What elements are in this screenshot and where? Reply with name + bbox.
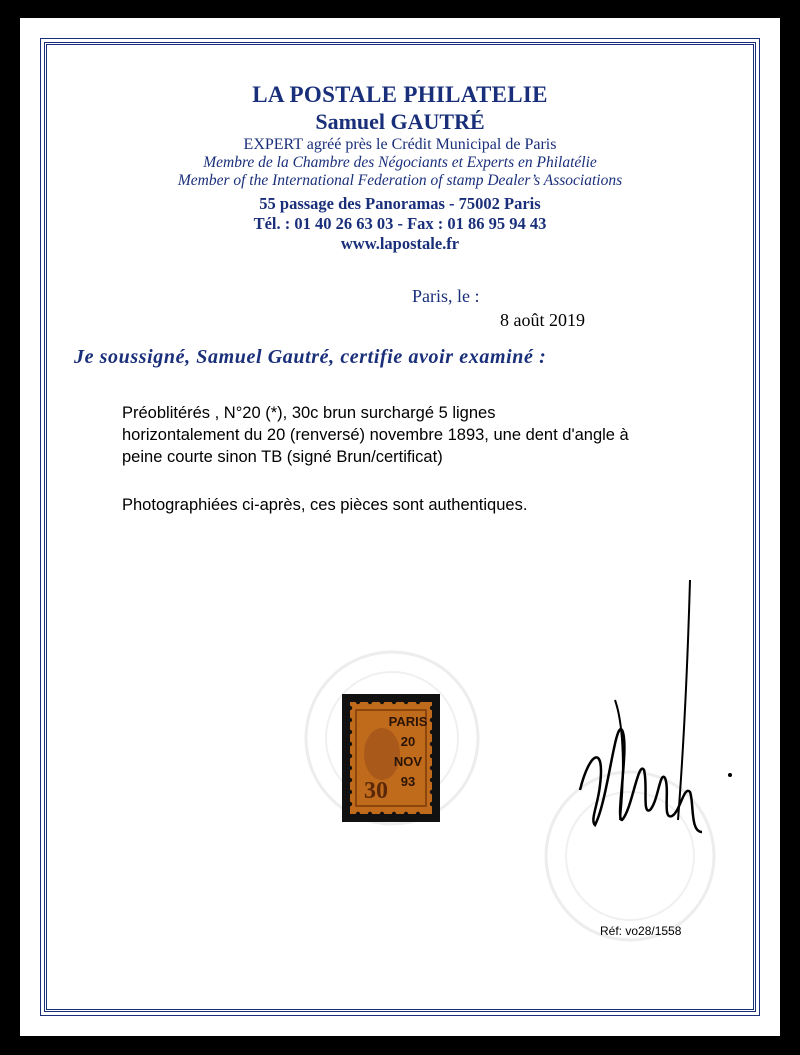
handwritten-signature (560, 570, 760, 870)
certificate-page (20, 18, 780, 1036)
federation-membership: Member of the International Federation of stamp Dealer’s Associations (177, 172, 623, 189)
date-label: Paris, le : (412, 286, 480, 306)
reference-number: Réf: vo28/1558 (600, 924, 682, 938)
overprint-line: NOV (393, 754, 423, 769)
description-line: peine courte sinon TB (signé Brun/certificat) (122, 448, 443, 466)
stamp-image (342, 694, 440, 822)
company-title: LA POSTALE PHILATELIE (252, 82, 548, 107)
overprint-line: PARIS (388, 714, 428, 729)
phone-fax: Tél. : 01 40 26 63 03 - Fax : 01 86 95 94 43 (253, 214, 547, 233)
expert-name: Samuel GAUTRÉ (315, 109, 485, 134)
authenticity-statement: Photographiées ci-après, ces pièces sont authentiques. (122, 496, 528, 514)
description-line: horizontalement du 20 (renversé) novembre 1893, une dent d'angle à (122, 426, 629, 444)
expert-accreditation: EXPERT agréé près le Crédit Municipal de Paris (243, 136, 557, 153)
postal-address: 55 passage des Panoramas - 75002 Paris (259, 194, 541, 213)
chamber-membership: Membre de la Chambre des Négociants et Experts en Philatélie (203, 154, 597, 171)
stamp-photo (342, 694, 440, 822)
overprint-line: 20 (400, 734, 416, 749)
description-line: Préoblitérés , N°20 (*), 30c brun surchargé 5 lignes (122, 404, 496, 422)
date-value: 8 août 2019 (500, 310, 585, 330)
certification-statement: Je soussigné, Samuel Gautré, certifie avoir examiné : (74, 346, 547, 368)
website: www.lapostale.fr (340, 234, 460, 253)
stamp-description (122, 402, 722, 468)
stamp-value: 30 (364, 778, 388, 804)
overprint-line: 93 (400, 774, 416, 789)
